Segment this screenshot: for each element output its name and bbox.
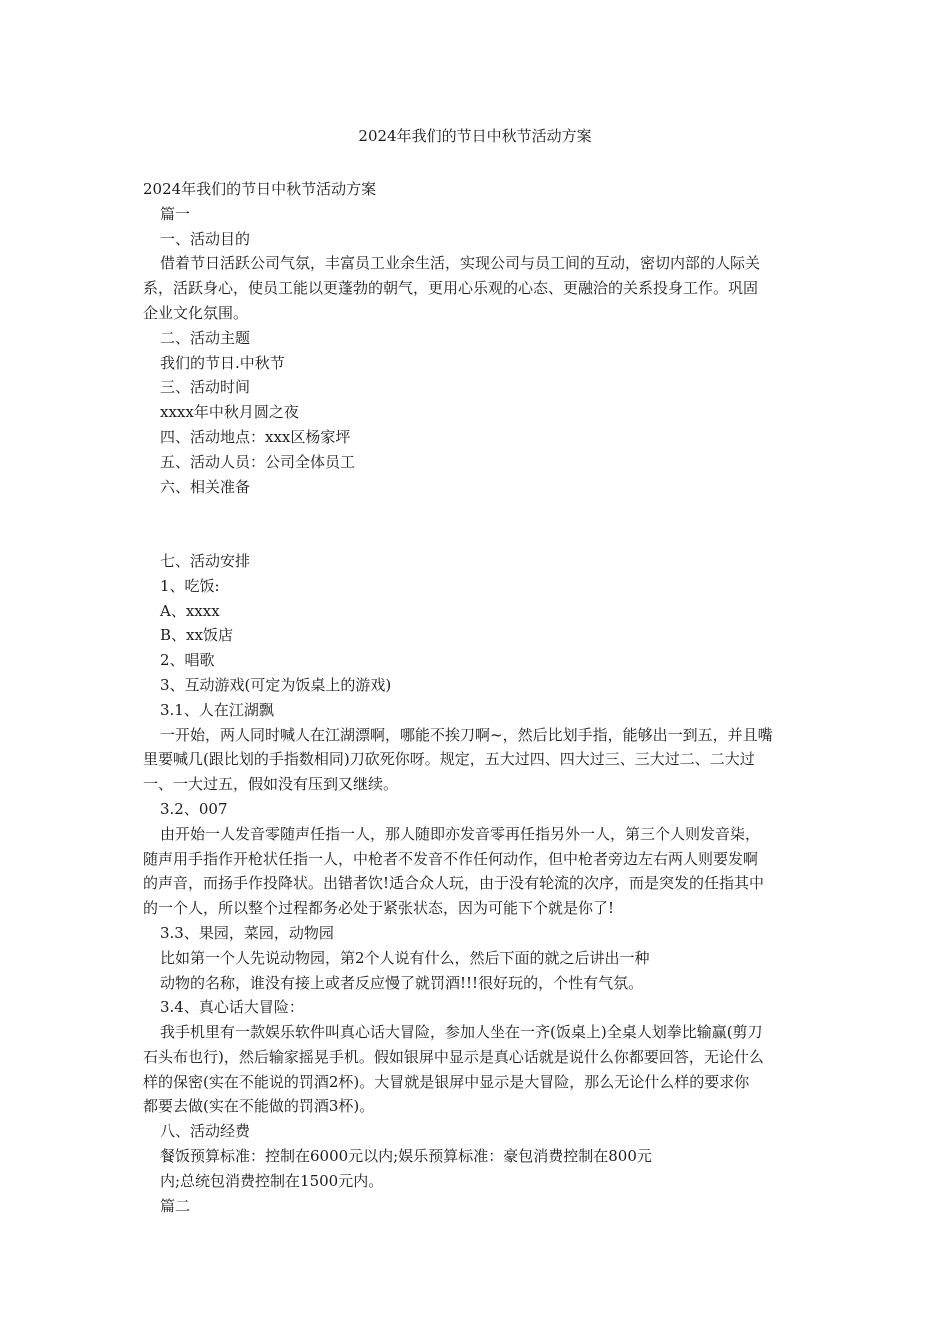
text-line: 1、吃饭: bbox=[160, 576, 220, 595]
text-line: 2024年我们的节日中秋节活动方案 bbox=[143, 180, 377, 198]
text-line: 2、唱歌 bbox=[160, 651, 215, 670]
text-line: 3.1、人在江湖飘 bbox=[160, 700, 274, 719]
text-line: 随声用手指作开枪状任指一人，中枪者不发音不作任何动作，但中枪者旁边左右两人则要发啊 bbox=[143, 849, 759, 868]
text-line: 里要喊几(跟比划的手指数相同)刀砍死你呀。规定，五大过四、四大过三、三大过二、二大过 bbox=[143, 750, 755, 769]
text-line: 的一个人，所以整个过程都务必处于紧张状态，因为可能下个就是你了! bbox=[143, 899, 615, 918]
text-line: 六、相关准备 bbox=[160, 477, 251, 496]
text-line: 餐饭预算标准：控制在6000元以内;娱乐预算标准：豪包消费控制在800元 bbox=[160, 1147, 652, 1166]
text-line: xxxx年中秋月圆之夜 bbox=[160, 403, 299, 422]
text-line: 都要去做(实在不能做的罚酒3杯)。 bbox=[143, 1097, 375, 1116]
text-line: 一开始，两人同时喊人在江湖漂啊，哪能不挨刀啊~，然后比划手指，能够出一到五，并且嘴 bbox=[160, 725, 773, 744]
text-line: 八、活动经费 bbox=[160, 1122, 251, 1141]
text-line: 的声音，而扬手作投降状。出错者饮!适合众人玩，由于没有轮流的次序，而是突发的任指其中 bbox=[143, 874, 765, 893]
text-line: 系，活跃身心，使员工能以更蓬勃的朝气，更用心乐观的心态、更融洽的关系投身工作。巩固 bbox=[143, 279, 759, 298]
text-line: 我手机里有一款娱乐软件叫真心话大冒险，参加人坐在一齐(饭桌上)全桌人划拳比输赢(剪刀 bbox=[160, 1023, 763, 1042]
blank-gap bbox=[143, 499, 811, 549]
text-line: 由开始一人发音零随声任指一人，那人随即亦发音零再任指另外一人，第三个人则发音柒， bbox=[160, 824, 761, 843]
text-line: 借着节日活跃公司气氛，丰富员工业余生活，实现公司与员工间的互动，密切内部的人际关 bbox=[160, 254, 761, 273]
text-line: 动物的名称，谁没有接上或者反应慢了就罚酒!!!很好玩的，个性有气氛。 bbox=[160, 973, 644, 992]
text-line: 企业文化氛围。 bbox=[143, 303, 249, 322]
text-line: 我们的节日.中秋节 bbox=[160, 353, 285, 372]
text-line: 七、活动安排 bbox=[160, 551, 251, 570]
text-line: 3.3、果园，菜园，动物园 bbox=[160, 923, 334, 942]
text-line: 二、活动主题 bbox=[160, 328, 251, 347]
document-title: 2024年我们的节日中秋节活动方案 bbox=[358, 127, 592, 145]
text-line: 3.2、007 bbox=[160, 799, 228, 818]
text-line: 比如第一个人先说动物园，第2个人说有什么，然后下面的就之后讲出一种 bbox=[160, 948, 650, 967]
text-line: A、xxxx bbox=[160, 601, 220, 620]
text-line: 四、活动地点：xxx区杨家坪 bbox=[160, 427, 351, 446]
text-line: 篇二 bbox=[160, 1196, 191, 1215]
text-line: 三、活动时间 bbox=[160, 378, 251, 397]
text-line: 一、活动目的 bbox=[160, 229, 251, 248]
text-line: 石头布也行)，然后输家摇晃手机。假如银屏中显示是真心话就是说什么你都要回答，无论什么 bbox=[143, 1047, 764, 1066]
text-line: 篇一 bbox=[160, 204, 191, 223]
text-line: 内;总统包消费控制在1500元内。 bbox=[160, 1171, 384, 1190]
text-line: 五、活动人员：公司全体员工 bbox=[160, 452, 356, 471]
text-line: 3.4、真心话大冒险： bbox=[160, 998, 304, 1017]
text-line: B、xx饭店 bbox=[160, 626, 233, 645]
text-line: 3、互动游戏(可定为饭桌上的游戏) bbox=[160, 675, 392, 694]
text-line: 样的保密(实在不能说的罚酒2杯)。大冒就是银屏中显示是大冒险，那么无论什么样的要求你 bbox=[143, 1072, 750, 1091]
text-line: 一、一大过五，假如没有压到又继续。 bbox=[143, 775, 399, 794]
document-body bbox=[143, 177, 811, 1218]
